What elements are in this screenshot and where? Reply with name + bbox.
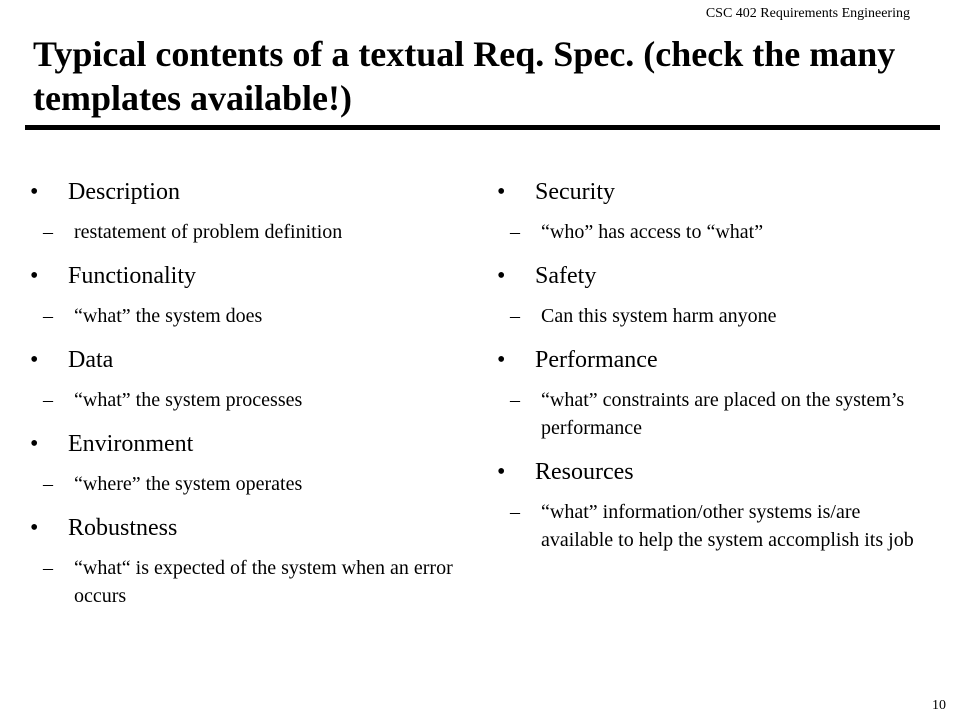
bullet-label: Performance — [535, 347, 658, 373]
left-column — [30, 174, 475, 622]
bullet-label: Functionality — [68, 263, 196, 289]
dash-icon: – — [43, 557, 53, 579]
bullet-dot-icon: • — [30, 263, 39, 289]
bullet-dot-icon: • — [30, 347, 39, 373]
sub-bullet-text: “what“ is expected of the system when an error occurs — [74, 557, 453, 607]
dash-icon: – — [510, 221, 520, 243]
sub-bullet-text: “what” the system processes — [74, 389, 303, 411]
bullet-dot-icon: • — [497, 347, 506, 373]
dash-icon: – — [43, 221, 53, 243]
dash-icon: – — [43, 389, 53, 411]
dash-icon: – — [510, 389, 520, 411]
bullet-dot-icon: • — [30, 179, 39, 205]
bullet-item — [497, 342, 937, 442]
bullet-item — [30, 342, 475, 414]
bullet-item — [30, 426, 475, 498]
bullet-dot-icon: • — [497, 263, 506, 289]
bullet-item — [30, 510, 475, 610]
dash-icon: – — [43, 473, 53, 495]
sub-bullet-text: “what” information/other systems is/are available to help the system accomplish its job — [541, 501, 914, 551]
title-rule — [25, 125, 940, 130]
course-header: CSC 402 Requirements Engineering — [705, 6, 910, 21]
right-column — [497, 174, 937, 566]
page-number: 10 — [932, 698, 946, 713]
bullet-item — [497, 454, 937, 554]
sub-bullet-text: “where” the system operates — [74, 473, 303, 495]
dash-icon: – — [43, 305, 53, 327]
bullet-dot-icon: • — [30, 515, 39, 541]
bullet-item — [30, 258, 475, 330]
bullet-label: Robustness — [68, 515, 178, 541]
bullet-item — [497, 174, 937, 246]
sub-bullet-text: Can this system harm anyone — [541, 305, 777, 327]
sub-bullet-text: “what” the system does — [74, 305, 263, 327]
bullet-dot-icon: • — [497, 179, 506, 205]
bullet-dot-icon: • — [30, 431, 39, 457]
sub-bullet-text: “who” has access to “what” — [541, 221, 764, 243]
bullet-dot-icon: • — [497, 459, 506, 485]
bullet-label: Description — [68, 179, 180, 205]
dash-icon: – — [510, 305, 520, 327]
bullet-label: Safety — [535, 263, 597, 289]
bullet-label: Environment — [68, 431, 194, 457]
bullet-item — [30, 174, 475, 246]
sub-bullet-text: restatement of problem definition — [74, 221, 343, 243]
bullet-label: Resources — [535, 459, 634, 485]
slide-title: Typical contents of a textual Req. Spec. (check the many templates available!) — [33, 34, 896, 118]
bullet-label: Data — [68, 347, 114, 373]
bullet-label: Security — [535, 179, 615, 205]
bullet-item — [497, 258, 937, 330]
sub-bullet-text: “what” constraints are placed on the system’s performance — [541, 389, 905, 439]
dash-icon: – — [510, 501, 520, 523]
